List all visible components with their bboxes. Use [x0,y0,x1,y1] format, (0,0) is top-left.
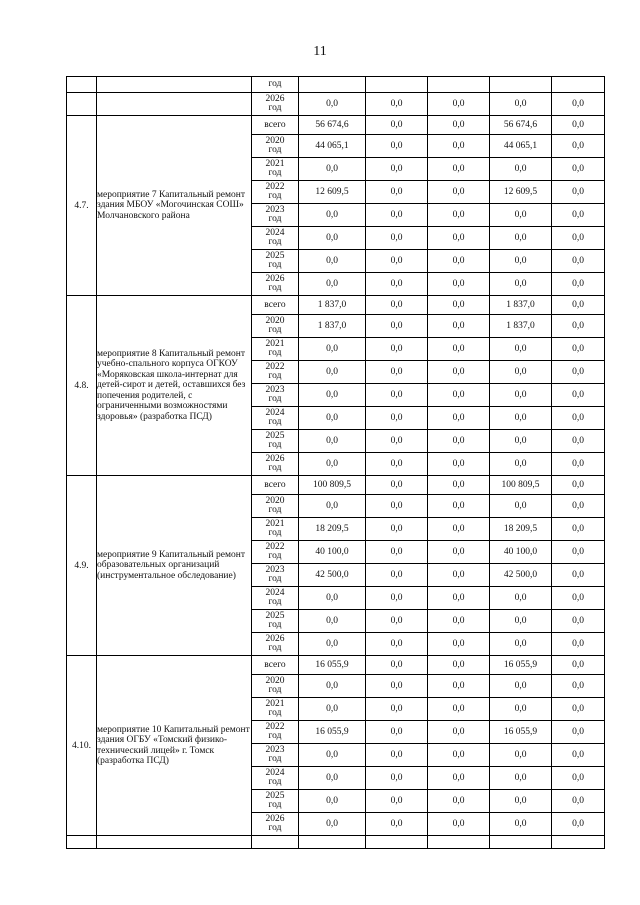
value-cell: 0,0 [490,250,552,273]
value-cell: 0,0 [299,587,366,610]
value-cell: 0,0 [366,361,428,384]
value-cell: 12 609,5 [299,181,366,204]
value-cell: 0,0 [299,158,366,181]
value-cell [490,77,552,93]
value-cell: 16 055,9 [490,721,552,744]
value-cell: 0,0 [428,518,490,541]
value-cell: 0,0 [366,93,428,116]
value-cell [299,77,366,93]
year-cell: 2026 год [252,273,299,296]
value-cell: 0,0 [490,610,552,633]
year-cell: 2025 год [252,790,299,813]
value-cell: 0,0 [490,430,552,453]
value-cell: 0,0 [490,227,552,250]
item-description: мероприятие 9 Капитальный ремонт образовательных организаций (инструментальное обследование) [97,476,252,656]
year-cell: 2026 год [252,453,299,476]
value-cell: 0,0 [428,273,490,296]
year-cell: 2024 год [252,587,299,610]
year-cell: 2022 год [252,541,299,564]
year-cell: 2020 год [252,495,299,518]
value-cell: 0,0 [366,541,428,564]
value-cell: 0,0 [490,158,552,181]
empty-cell [428,836,490,849]
table-row [67,93,605,116]
value-cell: 0,0 [428,361,490,384]
value-cell: 0,0 [366,338,428,361]
value-cell: 0,0 [299,675,366,698]
empty-cell [67,836,97,849]
value-cell: 0,0 [299,227,366,250]
year-cell: 2020 год [252,315,299,338]
item-description: мероприятие 8 Капитальный ремонт учебно-спального корпуса ОГКОУ «Моряковская школа-интернат для детей-сирот и детей, оставшихся без попечения родителей, с ограниченными возможностями здоровья» (разработка ПСД) [97,296,252,476]
value-cell: 0,0 [552,407,605,430]
year-cell: 2021 год [252,698,299,721]
value-cell: 0,0 [428,721,490,744]
value-cell: 0,0 [552,610,605,633]
year-cell: 2024 год [252,407,299,430]
year-cell: 2022 год [252,361,299,384]
value-cell: 0,0 [299,250,366,273]
value-cell: 0,0 [299,813,366,836]
value-cell: 42 500,0 [299,564,366,587]
value-cell: 0,0 [428,338,490,361]
value-cell: 0,0 [428,744,490,767]
value-cell: 1 837,0 [490,315,552,338]
value-cell: 0,0 [366,790,428,813]
value-cell: 0,0 [366,813,428,836]
value-cell: 0,0 [552,744,605,767]
value-cell: 0,0 [428,116,490,135]
value-cell: 0,0 [299,633,366,656]
empty-cell [552,836,605,849]
year-cell: 2025 год [252,430,299,453]
value-cell: 0,0 [299,790,366,813]
value-cell: 0,0 [428,407,490,430]
item-description: мероприятие 7 Капитальный ремонт здания МБОУ «Могочинская СОШ» Молчановского района [97,116,252,296]
value-cell: 0,0 [552,158,605,181]
value-cell: 0,0 [428,296,490,315]
value-cell: 0,0 [366,518,428,541]
year-cell: 2025 год [252,610,299,633]
year-cell: 2021 год [252,338,299,361]
value-cell: 0,0 [366,633,428,656]
value-cell: 0,0 [490,790,552,813]
value-cell: 0,0 [366,296,428,315]
value-cell: 0,0 [552,633,605,656]
value-cell: 0,0 [366,767,428,790]
value-cell: 0,0 [366,698,428,721]
value-cell: 0,0 [366,158,428,181]
year-cell: всего [252,476,299,495]
value-cell: 0,0 [299,204,366,227]
value-cell: 0,0 [428,698,490,721]
value-cell: 0,0 [552,564,605,587]
number-cell [67,93,97,116]
value-cell: 1 837,0 [299,296,366,315]
value-cell: 0,0 [552,495,605,518]
year-cell: 2020 год [252,135,299,158]
value-cell: 0,0 [299,453,366,476]
year-cell: всего [252,656,299,675]
value-cell: 0,0 [552,296,605,315]
value-cell: 0,0 [552,656,605,675]
value-cell: 0,0 [428,384,490,407]
value-cell: 42 500,0 [490,564,552,587]
value-cell: 0,0 [299,767,366,790]
value-cell: 0,0 [552,587,605,610]
value-cell: 0,0 [366,227,428,250]
value-cell: 18 209,5 [490,518,552,541]
value-cell: 0,0 [428,633,490,656]
value-cell: 56 674,6 [299,116,366,135]
value-cell: 0,0 [428,315,490,338]
value-cell: 0,0 [366,116,428,135]
value-cell: 0,0 [299,384,366,407]
empty-cell [299,836,366,849]
value-cell: 40 100,0 [490,541,552,564]
table-row [67,836,605,849]
value-cell: 0,0 [299,698,366,721]
number-cell [67,77,97,93]
value-cell: 100 809,5 [490,476,552,495]
value-cell: 0,0 [366,204,428,227]
year-cell: 2024 год [252,227,299,250]
value-cell: 16 055,9 [299,656,366,675]
item-number: 4.8. [67,296,97,476]
year-cell: 2026 год [252,93,299,116]
item-number: 4.9. [67,476,97,656]
value-cell: 0,0 [552,181,605,204]
empty-cell [366,836,428,849]
value-cell: 0,0 [490,361,552,384]
value-cell: 0,0 [428,158,490,181]
value-cell: 0,0 [366,476,428,495]
table-row [67,476,605,495]
value-cell [428,77,490,93]
empty-cell [97,836,252,849]
year-cell: 2022 год [252,181,299,204]
item-number: 4.7. [67,116,97,296]
value-cell: 0,0 [366,564,428,587]
value-cell: 0,0 [490,204,552,227]
value-cell: 0,0 [490,495,552,518]
year-cell: 2023 год [252,744,299,767]
value-cell: 0,0 [490,384,552,407]
value-cell: 0,0 [366,721,428,744]
value-cell: 0,0 [299,744,366,767]
value-cell: 0,0 [490,93,552,116]
value-cell: 0,0 [299,495,366,518]
value-cell: 0,0 [552,227,605,250]
value-cell: 0,0 [428,453,490,476]
value-cell: 0,0 [490,633,552,656]
empty-cell [252,836,299,849]
value-cell: 0,0 [552,453,605,476]
value-cell: 0,0 [490,273,552,296]
value-cell: 0,0 [428,93,490,116]
value-cell: 0,0 [299,361,366,384]
value-cell: 0,0 [552,384,605,407]
value-cell [366,77,428,93]
value-cell: 18 209,5 [299,518,366,541]
item-description: мероприятие 10 Капитальный ремонт здания ОГБУ «Томский физико-технический лицей» г. Томск (разработка ПСД) [97,656,252,836]
table-row [67,77,605,93]
value-cell [552,77,605,93]
value-cell: 0,0 [552,93,605,116]
value-cell: 1 837,0 [490,296,552,315]
value-cell: 0,0 [552,135,605,158]
value-cell: 0,0 [299,430,366,453]
value-cell: 0,0 [366,744,428,767]
value-cell: 0,0 [366,495,428,518]
value-cell: 0,0 [428,610,490,633]
year-cell: 2026 год [252,813,299,836]
value-cell: 0,0 [552,790,605,813]
value-cell: 100 809,5 [299,476,366,495]
value-cell: 0,0 [428,675,490,698]
value-cell: 56 674,6 [490,116,552,135]
page-number: 11 [313,44,327,59]
value-cell: 0,0 [490,698,552,721]
funding-table [66,76,605,849]
value-cell: 0,0 [552,315,605,338]
table-row [67,296,605,315]
year-cell: 2022 год [252,721,299,744]
value-cell: 0,0 [428,227,490,250]
value-cell: 0,0 [428,790,490,813]
value-cell: 0,0 [428,587,490,610]
value-cell: 0,0 [490,675,552,698]
value-cell: 0,0 [366,675,428,698]
value-cell: 0,0 [552,338,605,361]
value-cell: 0,0 [366,656,428,675]
value-cell: 0,0 [428,204,490,227]
year-cell: всего [252,116,299,135]
table-body [67,77,605,849]
value-cell: 0,0 [428,495,490,518]
year-cell: 2023 год [252,384,299,407]
table-row [67,656,605,675]
value-cell: 0,0 [552,430,605,453]
value-cell: 0,0 [366,135,428,158]
year-cell: год [252,77,299,93]
year-cell: 2021 год [252,518,299,541]
value-cell: 0,0 [299,338,366,361]
value-cell: 0,0 [428,564,490,587]
year-cell: 2021 год [252,158,299,181]
value-cell: 0,0 [428,767,490,790]
description-cell [97,77,252,93]
value-cell: 0,0 [552,273,605,296]
value-cell: 0,0 [490,813,552,836]
value-cell: 0,0 [490,407,552,430]
empty-cell [490,836,552,849]
value-cell: 0,0 [552,721,605,744]
value-cell: 0,0 [428,181,490,204]
value-cell: 0,0 [490,338,552,361]
value-cell: 0,0 [299,610,366,633]
value-cell: 0,0 [428,656,490,675]
value-cell: 0,0 [552,204,605,227]
value-cell: 0,0 [366,610,428,633]
value-cell: 0,0 [366,430,428,453]
value-cell: 0,0 [552,476,605,495]
value-cell: 0,0 [299,93,366,116]
value-cell: 0,0 [552,116,605,135]
value-cell: 0,0 [366,453,428,476]
year-cell: 2023 год [252,204,299,227]
year-cell: 2025 год [252,250,299,273]
value-cell: 1 837,0 [299,315,366,338]
value-cell: 0,0 [552,813,605,836]
value-cell: 0,0 [366,181,428,204]
value-cell: 0,0 [366,587,428,610]
value-cell: 0,0 [428,476,490,495]
value-cell: 0,0 [552,361,605,384]
value-cell: 0,0 [366,315,428,338]
value-cell: 0,0 [428,813,490,836]
value-cell: 0,0 [428,135,490,158]
year-cell: 2026 год [252,633,299,656]
table-row [67,116,605,135]
value-cell: 0,0 [552,541,605,564]
value-cell: 0,0 [552,250,605,273]
value-cell: 0,0 [552,675,605,698]
value-cell: 0,0 [366,273,428,296]
value-cell: 16 055,9 [490,656,552,675]
value-cell: 0,0 [428,250,490,273]
year-cell: 2024 год [252,767,299,790]
value-cell: 40 100,0 [299,541,366,564]
description-cell [97,93,252,116]
value-cell: 0,0 [490,744,552,767]
value-cell: 0,0 [490,453,552,476]
item-number: 4.10. [67,656,97,836]
value-cell: 0,0 [299,407,366,430]
value-cell: 0,0 [428,430,490,453]
value-cell: 0,0 [490,587,552,610]
value-cell: 0,0 [366,250,428,273]
value-cell: 12 609,5 [490,181,552,204]
value-cell: 0,0 [490,767,552,790]
value-cell: 0,0 [299,273,366,296]
value-cell: 0,0 [366,384,428,407]
value-cell: 44 065,1 [490,135,552,158]
value-cell: 0,0 [366,407,428,430]
year-cell: всего [252,296,299,315]
year-cell: 2023 год [252,564,299,587]
value-cell: 0,0 [552,518,605,541]
value-cell: 0,0 [552,767,605,790]
value-cell: 44 065,1 [299,135,366,158]
year-cell: 2020 год [252,675,299,698]
value-cell: 0,0 [552,698,605,721]
value-cell: 16 055,9 [299,721,366,744]
value-cell: 0,0 [428,541,490,564]
